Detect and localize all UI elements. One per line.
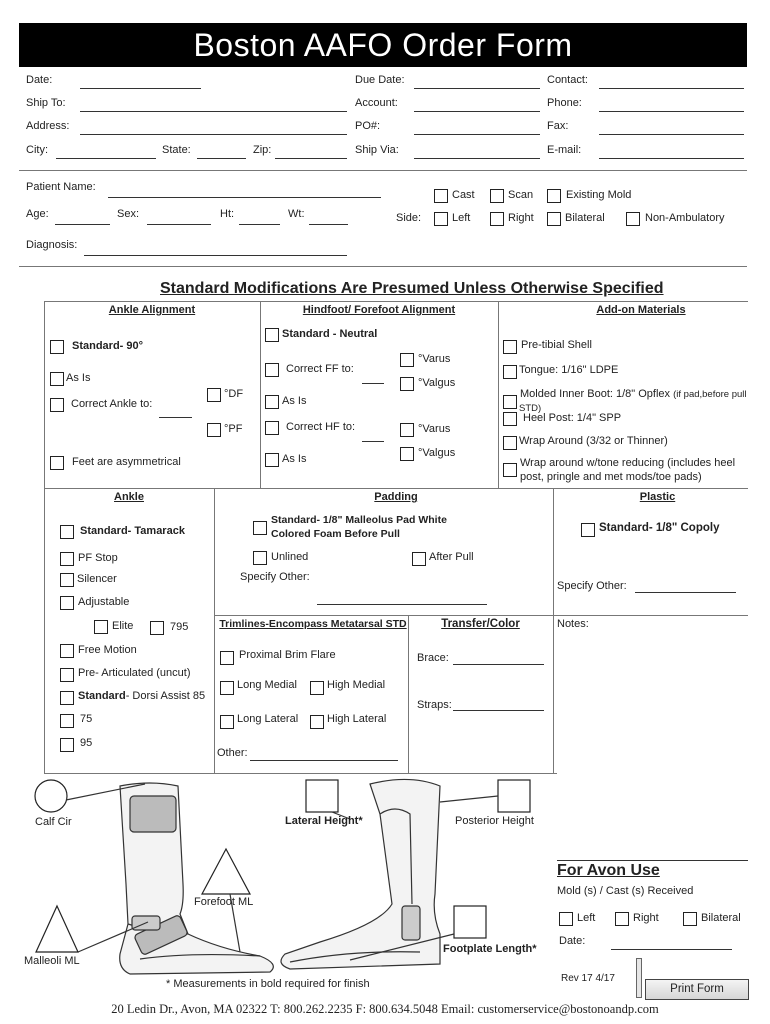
avon-right-label: Right: [633, 912, 659, 924]
phone-field[interactable]: [599, 111, 744, 112]
side-left-checkbox[interactable]: [434, 212, 448, 226]
plastic-other-label: Specify Other:: [557, 580, 627, 592]
diagnosis-field[interactable]: [84, 255, 347, 256]
wrap-around-checkbox[interactable]: [503, 436, 517, 450]
high-medial-label: High Medial: [327, 679, 386, 691]
grid-line: [214, 488, 215, 773]
silencer-label: Silencer: [77, 573, 117, 585]
sex-field[interactable]: [147, 224, 211, 225]
diagnosis-label: Diagnosis:: [26, 239, 78, 251]
malleoli-ml-triangle: [36, 906, 78, 952]
ff-valgus-checkbox[interactable]: [400, 377, 414, 391]
adjustable-checkbox[interactable]: [60, 596, 74, 610]
malleoli-ml-label: Malleoli ML: [24, 955, 80, 967]
phone-label: Phone:: [547, 97, 582, 109]
po-field[interactable]: [414, 134, 540, 135]
lateral-height-box: [306, 780, 338, 812]
heel-post-label: Heel Post: 1/4" SPP: [523, 412, 622, 424]
adjustable-label: Adjustable: [78, 596, 130, 608]
plastic-heading: Plastic: [639, 491, 676, 503]
scan-label: Scan: [508, 189, 534, 201]
correct-ff-label: Correct FF to:: [286, 363, 354, 375]
ht-label: Ht:: [220, 208, 235, 220]
ankle-alignment-heading: Ankle Alignment: [108, 304, 196, 316]
addon-heading: Add-on Materials: [596, 304, 686, 316]
copoly-checkbox[interactable]: [581, 523, 595, 537]
hf-varus-checkbox[interactable]: [400, 423, 414, 437]
long-medial-label: Long Medial: [237, 679, 297, 691]
after-pull-checkbox[interactable]: [412, 552, 426, 566]
correct-hf-field[interactable]: [362, 441, 384, 442]
wrap-around-label: Wrap Around (3/32 or Thinner): [519, 435, 668, 447]
posterior-height-box: [498, 780, 530, 812]
ship-via-label: Ship Via:: [355, 144, 399, 156]
wt-label: Wt:: [288, 208, 305, 220]
heel-post-checkbox[interactable]: [503, 412, 517, 426]
ff-as-is-label: As Is: [282, 395, 307, 407]
ankle-as-is-checkbox[interactable]: [50, 372, 64, 386]
grid-line: [44, 301, 45, 773]
posterior-height-leader: [440, 796, 498, 802]
form-title-text: Boston AAFO Order Form: [193, 27, 573, 63]
n75-checkbox[interactable]: [60, 714, 74, 728]
age-field[interactable]: [55, 224, 110, 225]
patient-name-field[interactable]: [108, 197, 381, 198]
divider: [19, 266, 747, 267]
avon-bilateral-label: Bilateral: [701, 912, 741, 924]
hf-valgus-label: °Valgus: [418, 447, 456, 459]
pf-stop-label: PF Stop: [78, 552, 118, 564]
elite-label: Elite: [112, 620, 134, 632]
hf-as-is-label: As Is: [282, 453, 307, 465]
print-form-button[interactable]: Print Form: [645, 979, 749, 1000]
avon-bilateral-checkbox[interactable]: [683, 912, 697, 926]
side-bilateral-label: Bilateral: [565, 212, 605, 224]
free-motion-label: Free Motion: [78, 644, 137, 656]
correct-hf-checkbox[interactable]: [265, 421, 279, 435]
pre-articulated-label: Pre- Articulated (uncut): [78, 667, 191, 679]
copoly-label: Standard- 1/8" Copoly: [599, 522, 720, 534]
avon-received-label: Mold (s) / Cast (s) Received: [557, 885, 694, 897]
rev-label: Rev 17 4/17: [561, 973, 615, 984]
forefoot-ml-label: Forefoot ML: [194, 896, 254, 908]
pf-stop-checkbox[interactable]: [60, 552, 74, 566]
proximal-brim-label: Proximal Brim Flare: [239, 649, 336, 661]
grid-line: [498, 301, 499, 488]
fax-label: Fax:: [547, 120, 569, 132]
free-motion-checkbox[interactable]: [60, 644, 74, 658]
correct-ankle-checkbox[interactable]: [50, 398, 64, 412]
correct-hf-label: Correct HF to:: [286, 421, 356, 433]
malleolus-pad-label-1: Standard- 1/8" Malleolus Pad White: [271, 514, 447, 526]
po-label: PO#:: [355, 120, 381, 132]
age-label: Age:: [26, 208, 49, 220]
tongue-checkbox[interactable]: [503, 365, 517, 379]
grid-line: [44, 301, 748, 302]
hf-as-is-checkbox[interactable]: [265, 453, 279, 467]
non-ambulatory-checkbox[interactable]: [626, 212, 640, 226]
correct-ff-field[interactable]: [362, 383, 384, 384]
fax-field[interactable]: [599, 134, 744, 135]
pretibial-checkbox[interactable]: [503, 340, 517, 354]
avon-heading: For Avon Use: [557, 862, 660, 879]
plastic-other-field[interactable]: [635, 592, 736, 593]
bold-note: * Measurements in bold required for finish: [166, 978, 370, 990]
avon-left-label: Left: [577, 912, 596, 924]
long-lateral-checkbox[interactable]: [220, 715, 234, 729]
date-label: Date:: [26, 74, 53, 86]
avon-left-checkbox[interactable]: [559, 912, 573, 926]
wrap-tone-label-2: post, pringle and met mods/toe pads): [520, 471, 702, 483]
unlined-label: Unlined: [271, 551, 309, 563]
ht-field[interactable]: [239, 224, 280, 225]
dorsi-assist-bold: Standard: [78, 690, 126, 702]
grid-line: [214, 615, 748, 616]
side-label: Side:: [396, 212, 422, 224]
footplate-length-label: Footplate Length*: [443, 943, 537, 955]
avon-right-checkbox[interactable]: [615, 912, 629, 926]
non-ambulatory-label: Non-Ambulatory: [645, 212, 725, 224]
afo-measurement-diagram: [20, 774, 560, 994]
print-grip: [636, 958, 642, 998]
wt-field[interactable]: [309, 224, 348, 225]
long-lateral-label: Long Lateral: [237, 713, 299, 725]
correct-ankle-label: Correct Ankle to:: [71, 398, 153, 410]
elite-checkbox[interactable]: [94, 620, 108, 634]
avon-date-label: Date:: [559, 935, 586, 947]
ankle-as-is-label: As Is: [66, 372, 91, 384]
asymmetrical-checkbox[interactable]: [50, 456, 64, 470]
form-title: [19, 23, 747, 67]
padding-heading: Padding: [374, 491, 418, 503]
address-label: Address:: [26, 120, 70, 132]
zip-field[interactable]: [275, 158, 347, 159]
side-left-label: Left: [452, 212, 471, 224]
pf-checkbox[interactable]: [207, 423, 221, 437]
due-date-field[interactable]: [414, 88, 540, 89]
side-right-label: Right: [508, 212, 534, 224]
high-lateral-checkbox[interactable]: [310, 715, 324, 729]
avon-date-field[interactable]: [611, 949, 732, 950]
hindfoot-heading: Hindfoot/ Forefoot Alignment: [302, 304, 456, 316]
padding-other-label: Specify Other:: [240, 571, 310, 583]
existing-mold-checkbox[interactable]: [547, 189, 561, 203]
brace-field[interactable]: [453, 664, 544, 665]
transfer-heading: Transfer/Color: [441, 618, 520, 630]
divider: [19, 170, 747, 171]
pf-label: °PF: [224, 423, 243, 435]
forefoot-ml-triangle: [202, 849, 250, 894]
proximal-brim-checkbox[interactable]: [220, 651, 234, 665]
n795-label: 795: [170, 621, 189, 633]
ship-to-field[interactable]: [80, 111, 347, 112]
inner-boot-std: STD): [519, 403, 542, 414]
grid-line: [553, 488, 554, 773]
pretibial-label: Pre-tibial Shell: [521, 339, 592, 351]
long-medial-checkbox[interactable]: [220, 681, 234, 695]
calf-cir-circle: [35, 780, 67, 812]
padding-other-field[interactable]: [317, 604, 487, 605]
unlined-checkbox[interactable]: [253, 551, 267, 565]
zip-label: Zip:: [253, 144, 272, 156]
inner-boot-label: [520, 388, 747, 401]
straps-field[interactable]: [453, 710, 544, 711]
asymmetrical-label: Feet are asymmetrical: [72, 456, 181, 468]
wrap-tone-checkbox[interactable]: [503, 463, 517, 477]
after-pull-label: After Pull: [429, 551, 474, 563]
brace-label: Brace:: [417, 652, 449, 664]
ankle-standard-checkbox[interactable]: [50, 340, 64, 354]
due-date-label: Due Date:: [355, 74, 405, 86]
state-field[interactable]: [197, 158, 246, 159]
tamarack-label: Standard- Tamarack: [80, 525, 185, 537]
left-calf-strap: [130, 796, 176, 832]
silencer-checkbox[interactable]: [60, 573, 74, 587]
account-label: Account:: [355, 97, 398, 109]
sex-label: Sex:: [117, 208, 140, 220]
ff-varus-checkbox[interactable]: [400, 353, 414, 367]
df-checkbox[interactable]: [207, 388, 221, 402]
state-label: State:: [162, 144, 191, 156]
trimlines-other-field[interactable]: [250, 760, 398, 761]
footer-address: 20 Ledin Dr., Avon, MA 02322 T: 800.262.2235 F: 800.634.5048 Email: customerservice@bostonoandp.com: [111, 1002, 659, 1016]
lateral-height-label: Lateral Height*: [285, 815, 363, 827]
account-field[interactable]: [414, 111, 540, 112]
tamarack-checkbox[interactable]: [60, 525, 74, 539]
ff-as-is-checkbox[interactable]: [265, 395, 279, 409]
footplate-length-box: [454, 906, 486, 938]
ff-valgus-label: °Valgus: [418, 377, 456, 389]
patient-name-label: Patient Name:: [26, 181, 96, 193]
correct-ff-checkbox[interactable]: [265, 363, 279, 377]
contact-label: Contact:: [547, 74, 588, 86]
trimlines-other-label: Other:: [217, 747, 248, 759]
pre-articulated-checkbox[interactable]: [60, 668, 74, 682]
address-field[interactable]: [80, 134, 347, 135]
inner-boot-text: Molded Inner Boot: 1/8" Opflex: [520, 388, 671, 400]
n795-checkbox[interactable]: [150, 621, 164, 635]
hindfoot-standard-checkbox[interactable]: [265, 328, 279, 342]
hf-varus-label: °Varus: [418, 423, 451, 435]
cast-checkbox[interactable]: [434, 189, 448, 203]
high-medial-checkbox[interactable]: [310, 681, 324, 695]
straps-label: Straps:: [417, 699, 452, 711]
high-lateral-label: High Lateral: [327, 713, 387, 725]
grid-line: [44, 488, 748, 489]
grid-line: [260, 301, 261, 488]
date-field[interactable]: [80, 88, 201, 89]
trimlines-heading: Trimlines-Encompass Metatarsal STD: [219, 618, 407, 630]
calf-cir-label: Calf Cir: [35, 816, 72, 828]
ankle-standard-label: Standard- 90°: [72, 340, 144, 352]
existing-mold-label: Existing Mold: [566, 189, 632, 201]
modifications-title: Standard Modifications Are Presumed Unless Otherwise Specified: [160, 280, 664, 297]
ff-varus-label: °Varus: [418, 353, 451, 365]
dorsi-assist-rest: - Dorsi Assist 85: [125, 690, 206, 702]
n95-checkbox[interactable]: [60, 738, 74, 752]
notes-label: Notes:: [557, 618, 589, 630]
side-right-checkbox[interactable]: [490, 212, 504, 226]
contact-field[interactable]: [599, 88, 744, 89]
ankle-heading: Ankle: [114, 491, 144, 503]
grid-line: [408, 615, 409, 773]
right-joint: [402, 906, 420, 940]
dorsi-assist-checkbox[interactable]: [60, 691, 74, 705]
malleolus-pad-label-2: Colored Foam Before Pull: [271, 528, 400, 540]
hf-valgus-checkbox[interactable]: [400, 447, 414, 461]
hindfoot-standard-label: Standard - Neutral: [282, 328, 378, 340]
posterior-height-label: Posterior Height: [455, 815, 534, 827]
email-label: E-mail:: [547, 144, 582, 156]
n75-label: 75: [80, 713, 93, 725]
correct-ankle-field[interactable]: [159, 417, 192, 418]
city-field[interactable]: [56, 158, 156, 159]
inner-boot-checkbox[interactable]: [503, 395, 517, 409]
email-field[interactable]: [599, 158, 744, 159]
side-bilateral-checkbox[interactable]: [547, 212, 561, 226]
malleolus-pad-checkbox[interactable]: [253, 521, 267, 535]
inner-boot-note: (if pad,before pull: [673, 389, 747, 400]
ship-to-label: Ship To:: [26, 97, 66, 109]
scan-checkbox[interactable]: [490, 189, 504, 203]
wrap-tone-label-1: Wrap around w/tone reducing (includes heel: [520, 457, 736, 469]
tongue-label: Tongue: 1/16" LDPE: [519, 364, 619, 376]
city-label: City:: [26, 144, 48, 156]
n95-label: 95: [80, 737, 93, 749]
cast-label: Cast: [452, 189, 475, 201]
df-label: °DF: [224, 388, 244, 400]
ship-via-field[interactable]: [414, 158, 540, 159]
avon-divider: [557, 860, 748, 861]
dorsi-assist-label: [78, 690, 205, 703]
